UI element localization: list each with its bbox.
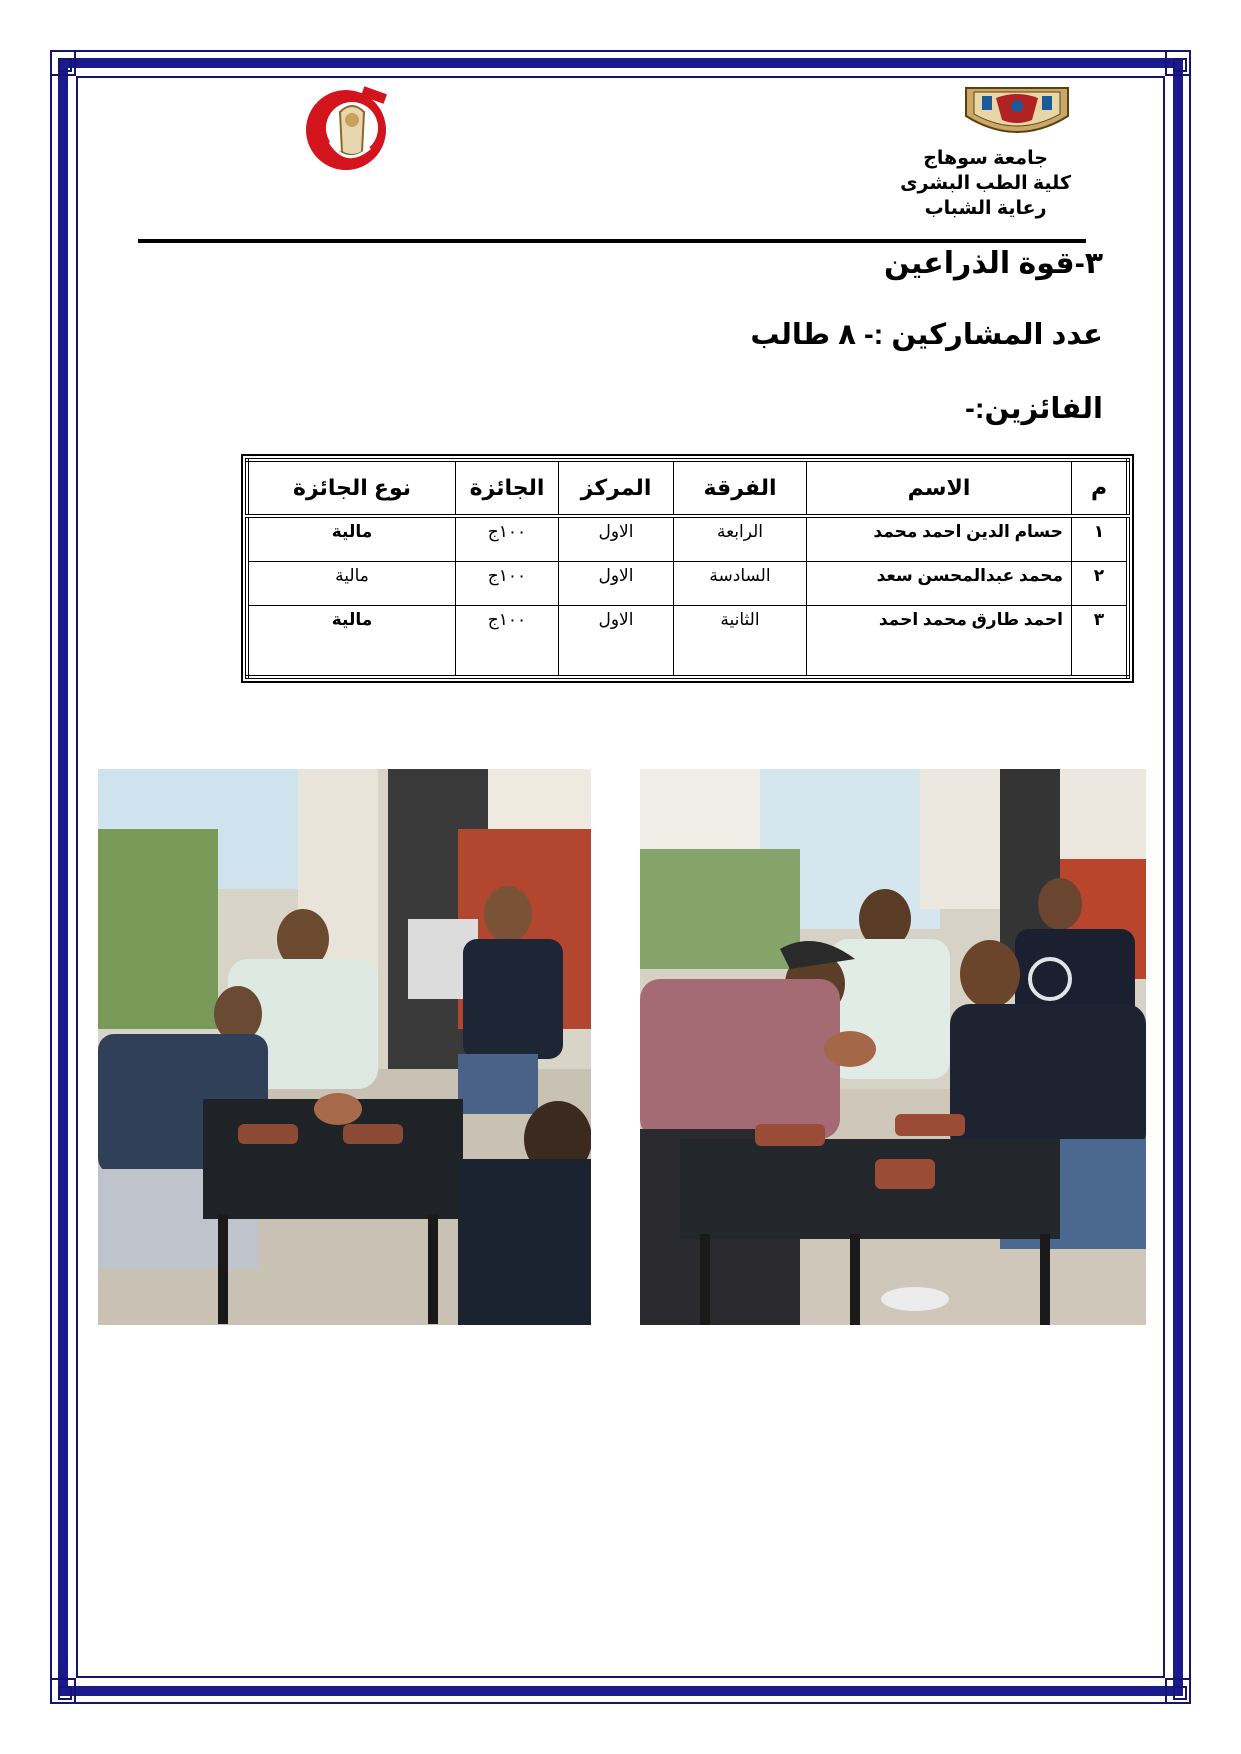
university-name: جامعة سوهاج	[923, 148, 1048, 169]
prize: ١٠٠ج	[456, 562, 559, 606]
header-divider	[138, 239, 1086, 243]
faculty-logo	[300, 82, 396, 178]
winner-name: حسام الدين احمد محمد	[807, 516, 1072, 562]
arm-wrestling-photo-left	[98, 769, 591, 1325]
academic-year: السادسة	[674, 562, 807, 606]
winners-table	[245, 458, 1130, 679]
column-header-place: المركز	[559, 460, 674, 516]
column-header-number: م	[1072, 460, 1129, 516]
row-number: ٢	[1072, 562, 1129, 606]
table-header-row	[247, 460, 1128, 516]
prize-type: مالية	[247, 606, 456, 678]
department-name: رعاية الشباب	[924, 198, 1047, 219]
prize-type: مالية	[247, 562, 456, 606]
corner-ornament	[1165, 50, 1191, 76]
place: الاول	[559, 516, 674, 562]
participants-count: عدد المشاركين :- ٨ طالب	[750, 319, 1103, 351]
row-number: ١	[1072, 516, 1129, 562]
institution-block	[900, 146, 1071, 221]
prize: ١٠٠ج	[456, 516, 559, 562]
corner-ornament	[50, 1678, 76, 1704]
column-header-year: الفرقة	[674, 460, 807, 516]
column-header-prize: الجائزة	[456, 460, 559, 516]
place: الاول	[559, 562, 674, 606]
table-row	[247, 606, 1128, 678]
table-row	[247, 562, 1128, 606]
corner-ornament	[50, 50, 76, 76]
section-title: ٣-قوة الذراعين	[884, 247, 1103, 280]
column-header-prize-type: نوع الجائزة	[247, 460, 456, 516]
faculty-name: كلية الطب البشرى	[900, 173, 1071, 194]
prize: ١٠٠ج	[456, 606, 559, 678]
winner-name: محمد عبدالمحسن سعد	[807, 562, 1072, 606]
prize-type: مالية	[247, 516, 456, 562]
academic-year: الثانية	[674, 606, 807, 678]
arm-wrestling-photo-right	[640, 769, 1146, 1325]
winners-heading: الفائزين:-	[965, 393, 1103, 425]
table-row	[247, 516, 1128, 562]
corner-ornament	[1165, 1678, 1191, 1704]
academic-year: الرابعة	[674, 516, 807, 562]
winner-name: احمد طارق محمد احمد	[807, 606, 1072, 678]
university-seal	[962, 86, 1072, 144]
place: الاول	[559, 606, 674, 678]
column-header-name: الاسم	[807, 460, 1072, 516]
row-number: ٣	[1072, 606, 1129, 678]
